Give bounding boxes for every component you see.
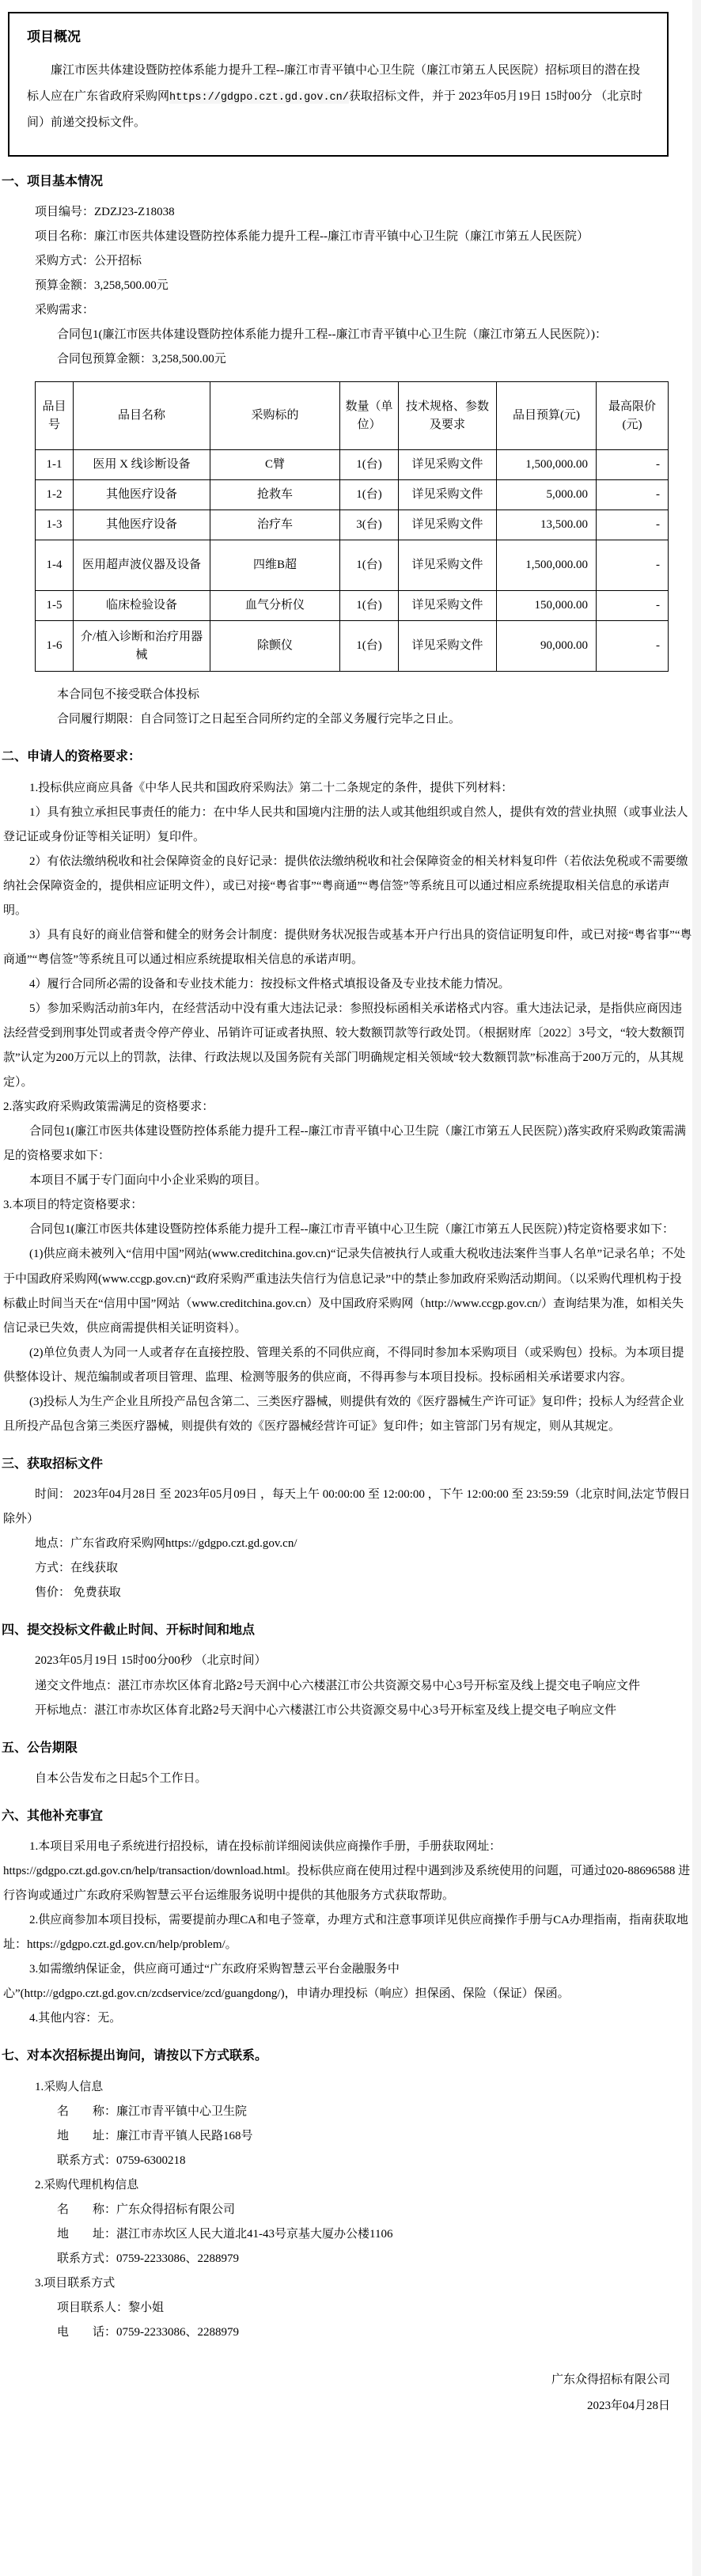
table-cell: 1-2 (36, 480, 74, 510)
project-overview-box (8, 12, 669, 157)
table-cell: 1(台) (340, 591, 399, 621)
table-cell: 除颤仪 (210, 621, 340, 672)
qualification-para: 1.投标供应商应具备《中华人民共和国政府采购法》第二十二条规定的条件，提供下列材料： (29, 781, 513, 794)
section-heading-3: 三、获取招标文件 (2, 1457, 104, 1471)
overview-title: 项目概况 (27, 29, 81, 44)
table-cell-budget: 5,000.00 (497, 480, 597, 510)
section-heading-2: 二、申请人的资格要求： (2, 750, 142, 764)
section-contacts (0, 2045, 692, 2345)
table-cell-budget: 13,500.00 (497, 510, 597, 540)
qualification-para: 合同包1(廉江市医共体建设暨防控体系能力提升工程--廉江市青平镇中心卫生院（廉江市第五人民医院）)特定资格要求如下： (29, 1223, 674, 1237)
supplementary-para: 2.供应商参加本项目投标，需要提前办理CA和电子签章，办理方式和注意事项详见供应商操作手册与CA办理指南，指南获取地址：https://gdgpo.czt.gd.gov.cn/help/problem/。 (3, 1914, 688, 1952)
procurement-site-link[interactable]: https://gdgpo.czt.gd.gov.cn/ (169, 91, 349, 104)
section-heading-6: 六、其他补充事宜 (2, 1809, 104, 1823)
section-announcement-period (0, 1737, 692, 1791)
table-cell: 医用 X 线诊断设备 (74, 450, 210, 480)
table-cell-budget: 1,500,000.00 (497, 540, 597, 591)
table-cell-budget: 90,000.00 (497, 621, 597, 672)
table-cell: 详见采购文件 (399, 510, 497, 540)
section-deadline-opening (0, 1619, 692, 1722)
announcement-period-line: 自本公告发布之日起5个工作日。 (35, 1771, 207, 1785)
table-cell: C臂 (210, 450, 340, 480)
qualification-para: 2.落实政府采购政策需满足的资格要求： (3, 1100, 214, 1114)
section-supplementary (0, 1805, 692, 2032)
header-item-no: 品目号 (36, 382, 74, 450)
table-cell: 医用超声波仪器及设备 (74, 540, 210, 591)
contract-package-line: 合同包1(廉江市医共体建设暨防控体系能力提升工程--廉江市青平镇中心卫生院（廉江市第五人民医院）)： (57, 328, 607, 342)
table-row (36, 450, 669, 480)
table-cell: 1-4 (36, 540, 74, 591)
overview-text-post: 获取招标文件，并于 2023年05月19日 15时00分 （北京时间）前递交投标文件。 (27, 89, 643, 129)
agency-contact-line: 联系方式：0759-2233086、2288979 (57, 2252, 239, 2265)
qualification-para: 2）有依法缴纳税收和社会保障资金的良好记录：提供依法缴纳税收和社会保障资金的相关材料复印件（若依法免税或不需要缴纳社会保障资金的，提供相应证明文件），或已对接“粤省事”“粤商通”“粤信签”等系统且可以通过相应系统提取相关信息的承诺声明。 (3, 854, 688, 917)
overview-paragraph (27, 58, 650, 136)
qualification-para: 本项目不属于专门面向中小企业采购的项目。 (29, 1174, 267, 1188)
qualification-para: (1)供应商未被列入“信用中国”网站(www.creditchina.gov.cn)“记录失信被执行人或重大税收违法案件当事人名单”记录名单；不处于中国政府采购网(www.ccgp.gov.cn)“政府采购严重违法失信行为信息记录”中的禁止参加政府采购活动期间。（以采购代理机构于投标截止时间当天在“信用中国”网站（www.creditchina.gov.cn）及中国政府采购网（http://www.ccgp.gov.cn/）查询结果为准，如相关失信记录已失效，供应商需提供相关证明资料）。 (3, 1248, 686, 1335)
header-budget: 品目预算(元) (497, 382, 597, 450)
qualification-para: 1）具有独立承担民事责任的能力：在中华人民共和国境内注册的法人或其他组织或自然人，提供有效的营业执照（或事业法人登记证或身份证等相关证明）复印件。 (3, 805, 688, 843)
table-cell: 其他医疗设备 (74, 480, 210, 510)
table-cell: 详见采购文件 (399, 621, 497, 672)
table-cell: 临床检验设备 (74, 591, 210, 621)
table-cell: 1(台) (340, 621, 399, 672)
table-cell-cap: - (597, 591, 669, 621)
section-heading-4: 四、提交投标文件截止时间、开标时间和地点 (2, 1623, 256, 1638)
table-cell: 1(台) (340, 450, 399, 480)
table-cell: 治疗车 (210, 510, 340, 540)
obtain-place-line: 地点：广东省政府采购网https://gdgpo.czt.gd.gov.cn/ (35, 1537, 297, 1551)
table-cell: 介/植入诊断和治疗用器械 (74, 621, 210, 672)
project-contact-title: 3.项目联系方式 (35, 2276, 116, 2290)
table-row (36, 621, 669, 672)
table-cell: 详见采购文件 (399, 591, 497, 621)
table-cell: 1-5 (36, 591, 74, 621)
table-cell: 1(台) (340, 540, 399, 591)
table-cell-cap: - (597, 540, 669, 591)
agency-address-line: 地 址：湛江市赤坎区人民大道北41-43号京基大厦办公楼1106 (57, 2227, 393, 2241)
opening-place-line: 开标地点：湛江市赤坎区体育北路2号天润中心六楼湛江市公共资源交易中心3号开标室及线上提交电子响应文件 (35, 1703, 617, 1717)
header-target: 采购标的 (210, 382, 340, 450)
procurement-demand-label: 采购需求： (35, 304, 95, 317)
table-cell: 血气分析仪 (210, 591, 340, 621)
table-cell-cap: - (597, 480, 669, 510)
table-cell: 3(台) (340, 510, 399, 540)
qualification-para: 4）履行合同所必需的设备和专业技术能力：按投标文件格式填报设备及专业技术能力情况。 (29, 977, 510, 991)
table-cell: 1-1 (36, 450, 74, 480)
table-cell: 详见采购文件 (399, 450, 497, 480)
contract-term-line: 合同履行期限：自合同签订之日起至合同所约定的全部义务履行完毕之日止。 (57, 713, 461, 726)
table-row (36, 510, 669, 540)
qualification-para: 合同包1(廉江市医共体建设暨防控体系能力提升工程--廉江市青平镇中心卫生院（廉江市第五人民医院）)落实政府采购政策需满足的资格要求如下： (3, 1125, 686, 1163)
table-cell: 1(台) (340, 480, 399, 510)
package-budget-line: 合同包预算金额：3,258,500.00元 (57, 353, 226, 366)
obtain-method-line: 方式：在线获取 (35, 1562, 119, 1575)
table-cell: 抢救车 (210, 480, 340, 510)
supplementary-para: 1.本项目采用电子系统进行招投标，请在投标前详细阅读供应商操作手册，手册获取网址：https://gdgpo.czt.gd.gov.cn/help/transaction/download.html。投标供应商在使用过程中遇到涉及系统使用的问题，可通过020-88696588 进行咨询或通过广东政府采购智慧云平台运维服务说明中提供的其他服务方式获取帮助。 (3, 1840, 691, 1903)
table-cell-budget: 1,500,000.00 (497, 450, 597, 480)
section-heading-7: 七、对本次招标提出询问，请按以下方式联系。 (2, 2049, 268, 2063)
table-row (36, 591, 669, 621)
procurement-items-table (35, 381, 669, 672)
table-cell: 四维B超 (210, 540, 340, 591)
supplementary-para: 4.其他内容：无。 (29, 2012, 122, 2025)
signature-block (0, 2367, 692, 2419)
qualification-para: 5）参加采购活动前3年内，在经营活动中没有重大违法记录：参照投标函相关承诺格式内容。重大违法记录，是指供应商因违法经营受到刑事处罚或者责令停产停业、吊销许可证或者执照、较大数额罚款等行政处罚。（根据财库〔2022〕3号文，“较大数额罚款”认定为200万元以上的罚款，法律、行政法规以及国务院有关部门明确规定相关领域“较大数额罚款”标准高于200万元的，从其规定）。 (3, 1002, 685, 1089)
procurement-method-line: 采购方式：公开招标 (35, 255, 142, 268)
table-cell-budget: 150,000.00 (497, 591, 597, 621)
agency-info-title: 2.采购代理机构信息 (35, 2178, 139, 2191)
project-contact-person-line: 项目联系人：黎小姐 (57, 2301, 165, 2315)
obtain-time-line: 时间： 2023年04月28日 至 2023年05月09日 ，每天上午 00:00:00 至 12:00:00 ，下午 12:00:00 至 23:59:59（北京时间,法定节假日除外） (3, 1488, 691, 1526)
section-heading-5: 五、公告期限 (2, 1741, 78, 1755)
section-qualification (0, 746, 692, 1438)
table-cell: 其他医疗设备 (74, 510, 210, 540)
table-cell: 1-3 (36, 510, 74, 540)
qualification-para: (2)单位负责人为同一人或者存在直接控股、管理关系的不同供应商，不得同时参加本采购项目（或采购包）投标。为本项目提供整体设计、规范编制或者项目管理、监理、检测等服务的供应商，不得再参与本项目投标。投标函相关承诺要求内容。 (3, 1346, 684, 1384)
table-cell-cap: - (597, 450, 669, 480)
section-basic-info (0, 171, 692, 733)
budget-amount-line: 预算金额：3,258,500.00元 (35, 279, 169, 293)
signature-company: 广东众得招标有限公司 (551, 2373, 670, 2387)
table-row (36, 540, 669, 591)
submit-place-line: 递交文件地点：湛江市赤坎区体育北路2号天润中心六楼湛江市公共资源交易中心3号开标室及线上提交电子响应文件 (35, 1679, 641, 1692)
agency-name-line: 名 称：广东众得招标有限公司 (57, 2203, 236, 2216)
project-contact-phone-line: 电 话：0759-2233086、2288979 (57, 2326, 239, 2339)
header-quantity: 数量（单位） (340, 382, 399, 450)
purchaser-address-line: 地 址：廉江市青平镇人民路168号 (57, 2129, 253, 2142)
table-cell-cap: - (597, 510, 669, 540)
qualification-para: 3）具有良好的商业信誉和健全的财务会计制度：提供财务状况报告或基本开户行出具的资信证明复印件，或已对接“粤省事”“粤商通”“粤信签”等系统且可以通过相应系统提取相关信息的承诺声明。 (3, 928, 692, 966)
section-obtain-documents (0, 1453, 692, 1605)
supplementary-para: 3.如需缴纳保证金，供应商可通过“广东政府采购智慧云平台金融服务中心”(http://gdgpo.czt.gd.gov.cn/zcdservice/zcd/guangdong/)，申请办理投标（响应）担保函、保险（保证）保函。 (3, 1963, 570, 2001)
table-cell: 1-6 (36, 621, 74, 672)
table-cell-cap: - (597, 621, 669, 672)
no-consortium-line: 本合同包不接受联合体投标 (57, 688, 200, 702)
header-item-name: 品目名称 (74, 382, 210, 450)
project-name-line: 项目名称：廉江市医共体建设暨防控体系能力提升工程--廉江市青平镇中心卫生院（廉江市第五人民医院） (35, 230, 589, 244)
qualification-para: (3)投标人为生产企业且所投产品包含第二、三类医疗器械，则提供有效的《医疗器械生产许可证》复印件；投标人为经营企业且所投产品包含第三类医疗器械，则提供有效的《医疗器械经营许可证》复印件；如主管部门另有规定，则从其规定。 (3, 1395, 684, 1433)
overview-text-pre: 廉江市医共体建设暨防控体系能力提升工程--廉江市青平镇中心卫生院（廉江市第五人民医院）招标项目的潜在投标人应在广东省政府采购网 (27, 63, 640, 103)
obtain-price-line: 售价： 免费获取 (35, 1586, 121, 1600)
table-row (36, 480, 669, 510)
header-price-cap: 最高限价(元) (597, 382, 669, 450)
signature-date: 2023年04月28日 (586, 2400, 670, 2413)
header-spec: 技术规格、参数及要求 (399, 382, 497, 450)
project-number-line: 项目编号：ZDZJ23-Z18038 (35, 205, 175, 218)
deadline-line: 2023年05月19日 15时00分00秒 （北京时间） (35, 1654, 267, 1668)
qualification-para: 3.本项目的特定资格要求： (3, 1199, 143, 1212)
purchaser-contact-line: 联系方式：0759-6300218 (57, 2154, 186, 2167)
table-header-row (36, 382, 669, 450)
table-cell: 详见采购文件 (399, 480, 497, 510)
table-cell: 详见采购文件 (399, 540, 497, 591)
section-heading-1: 一、项目基本情况 (2, 174, 104, 188)
purchaser-name-line: 名 称：廉江市青平镇中心卫生院 (57, 2104, 248, 2118)
purchaser-info-title: 1.采购人信息 (35, 2080, 104, 2093)
